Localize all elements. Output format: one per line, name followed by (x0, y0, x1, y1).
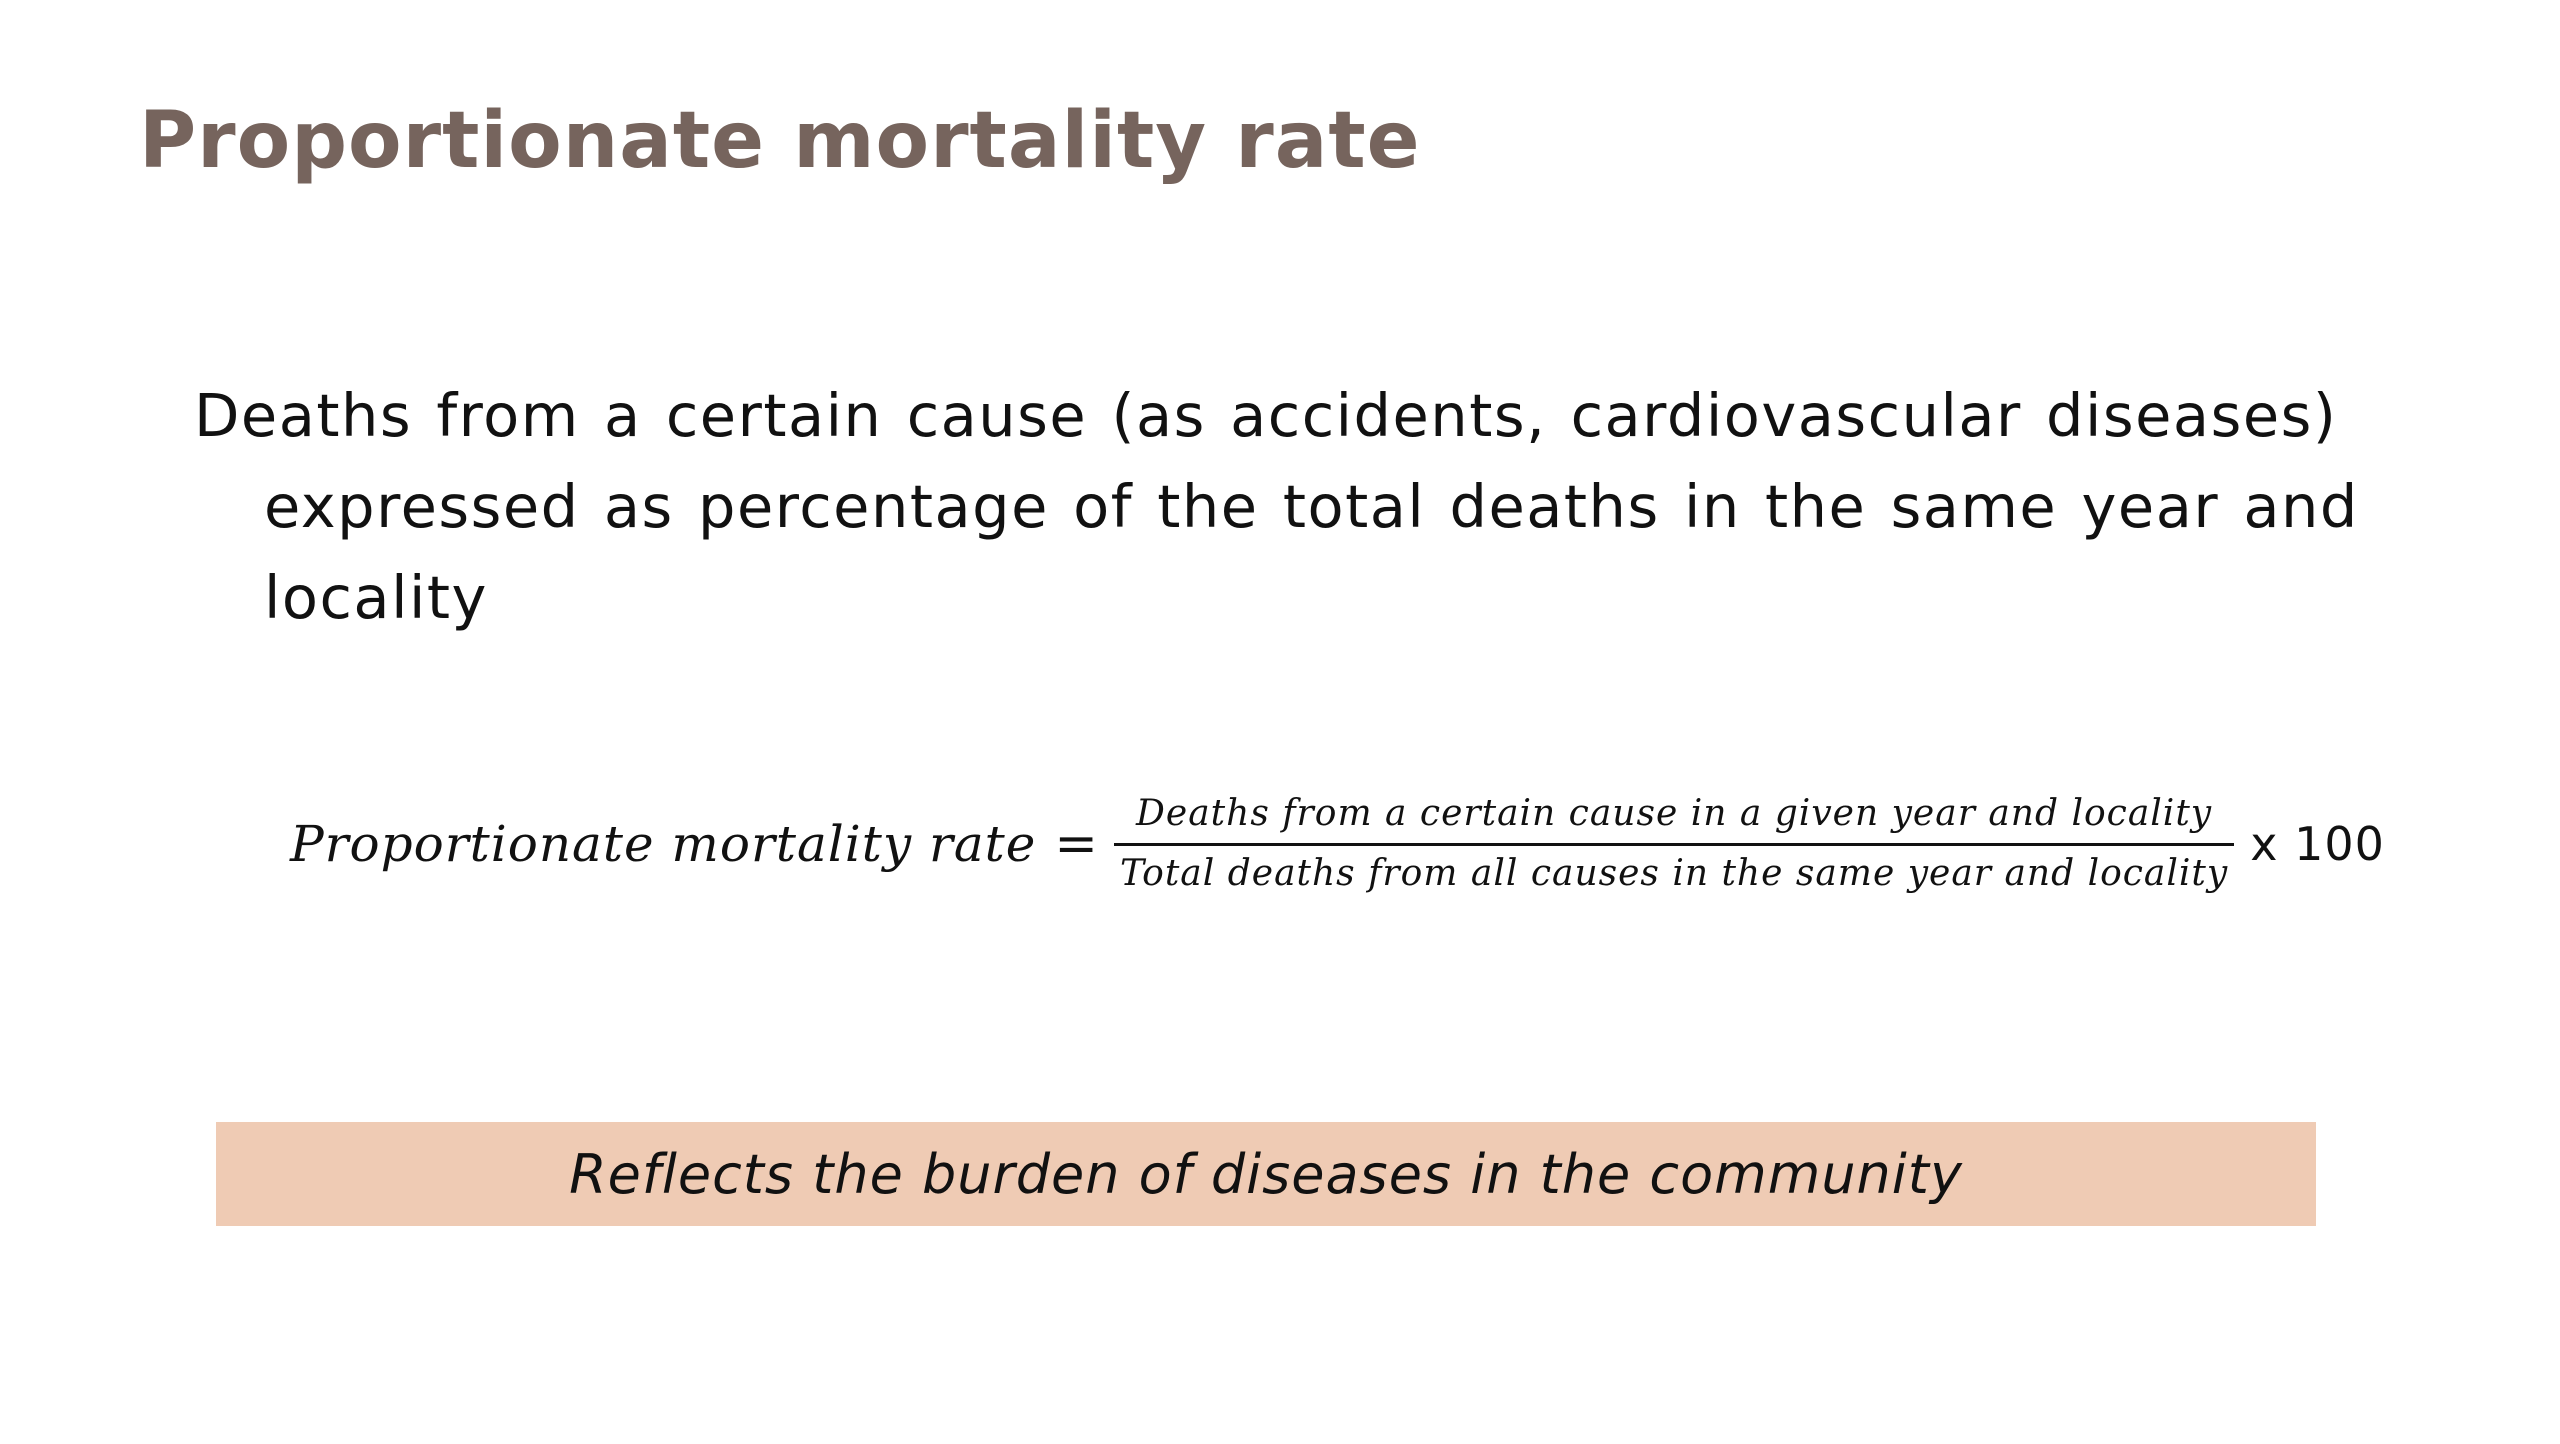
formula-lhs: Proportionate mortality rate (290, 815, 1037, 873)
formula (290, 786, 2385, 902)
formula-denominator: Total deaths from all causes in the same year and locality (1119, 853, 2229, 894)
callout-box (216, 1122, 2316, 1226)
fraction-bar (1114, 843, 2234, 846)
formula-equals-sign: = (1054, 814, 1098, 874)
formula-numerator: Deaths from a certain cause in a given year and locality (1136, 793, 2213, 834)
definition-text: Deaths from a certain cause (as accidents, cardiovascular diseases) expressed as percentage of the total deaths in the same year and locality (194, 381, 2359, 632)
formula-fraction (1114, 788, 2234, 900)
formula-multiplier: x 100 (2250, 817, 2385, 871)
slide-title: Proportionate mortality rate (139, 96, 1421, 186)
callout-text: Reflects the burden of diseases in the community (569, 1142, 1963, 1206)
